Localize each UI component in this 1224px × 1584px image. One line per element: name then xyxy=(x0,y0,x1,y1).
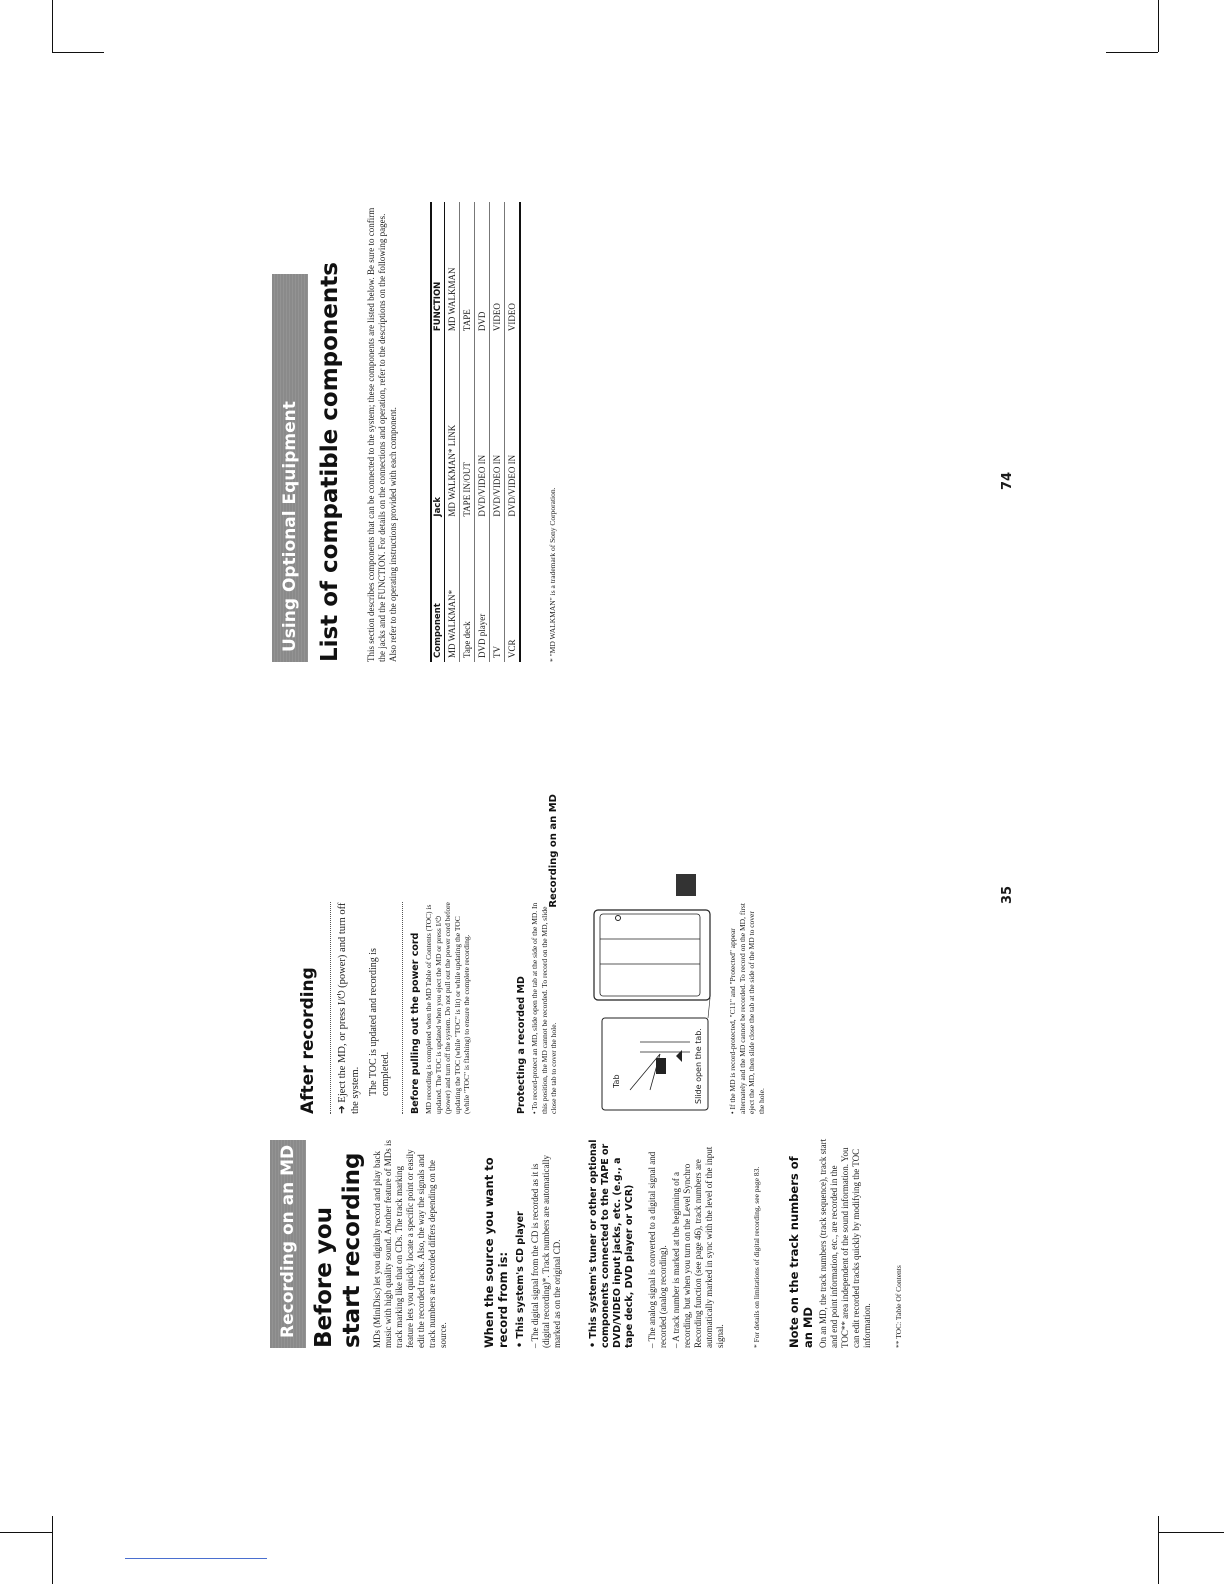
page-number-left: 35 xyxy=(1000,885,1015,904)
after-step-text: Eject the MD, or press I/⏻ (power) and turn off the system. xyxy=(337,902,361,1114)
table-cell: MD WALKMAN xyxy=(445,202,460,335)
arrow-right-icon: ➜ xyxy=(336,1105,348,1114)
source-heading: When the source you want to record from is: xyxy=(482,1157,510,1348)
page-title-compatible: List of compatible components xyxy=(317,262,343,662)
power-cord-text: MD recording is completed when the MD Table of Contents (TOC) is updated. The TOC is updated when you eject the MD or press I/⏻ (power) and turn off the system. Do not pull out the power cord before updating the TOC (while "TOC" is lit) or while updating the TOC (while "TOC" is flashing) to ensure the complete recording. xyxy=(424,902,471,1114)
dotted-rule-top xyxy=(330,902,331,1114)
components-table xyxy=(430,202,521,662)
cd-item: – The digital signal from the CD is recorded as it is (digital recording)*. Track numbers are automatically marked as on the original CD. xyxy=(530,1155,562,1348)
running-head-recording: Recording on an MD xyxy=(548,794,559,908)
tuner-bullet: • This system's tuner or other optional components connected to the TAPE or DVD/VIDEO input jacks, etc. (e.g., a tape deck, DVD player or VCR) xyxy=(588,1139,635,1348)
col-function: FUNCTION xyxy=(431,202,445,335)
trademark-footnote: * "MD WALKMAN" is a trademark of Sony Corporation. xyxy=(548,487,557,662)
col-component: Component xyxy=(431,521,445,662)
toc-footnote: ** TOC: Table Of Contents xyxy=(894,1265,903,1348)
table-cell: Tape deck xyxy=(460,521,475,662)
after-result: The TOC is updated and recording is completed. xyxy=(368,948,391,1096)
table-header-row xyxy=(431,202,445,662)
table-cell: DVD/VIDEO IN xyxy=(490,335,505,521)
cd-bullet: • This system's CD player xyxy=(515,1211,526,1348)
tab-label: Tab xyxy=(612,1074,621,1088)
after-step xyxy=(336,902,362,1114)
table-cell: TV xyxy=(490,521,505,662)
protect-heading: Protecting a recorded MD xyxy=(516,976,527,1114)
cd-bullet-label: This system's CD player xyxy=(515,1211,526,1339)
table-row xyxy=(475,202,490,662)
tuner-item-analog: – The analog signal is converted to a digital signal and recorded (analog recording). xyxy=(647,1151,668,1348)
protected-note: • If the MD is record-protected, "C11" and "Protected" appear alternately and the MD cannot be recorded. To record on the MD, first eject the MD, then slide close the tab at the side of the MD to cover the hole. xyxy=(728,903,766,1114)
table-cell: DVD/VIDEO IN xyxy=(505,335,521,521)
table-cell: VCR xyxy=(505,521,521,662)
page-number-right: 74 xyxy=(1000,471,1015,490)
note-heading: Note on the track numbers of an MD xyxy=(787,1156,815,1348)
table-cell: TAPE IN/OUT xyxy=(460,335,475,521)
table-cell: DVD/VIDEO IN xyxy=(475,335,490,521)
table-cell: VIDEO xyxy=(490,202,505,335)
intro-paragraph: MDs (MiniDisc) let you digitally record and play back music with high quality sound. Another feature of MDs is track marking like that on CDs. The track marking feature lets you quickly locate a specific point or easily edit the recorded tracks. Also, the way the signals and track numbers are recorded differs depending on the source. xyxy=(372,1140,448,1348)
table-row xyxy=(460,202,475,662)
table-row xyxy=(445,202,460,662)
tuner-item-track-marking: – A track number is marked at the beginning of a recording, but when you turn on the Level Synchro Recording function (see page 46), track numbers are automatically marked in sync with the level of the input signal. xyxy=(671,1146,725,1348)
note-text: On an MD, the track numbers (track sequence), track start and end point information, etc., are recorded in the TOC** area independent of the sound information. You can edit recorded tracks quickly by modifying the TOC information. xyxy=(818,1138,872,1348)
table-cell: DVD xyxy=(475,202,490,335)
running-head-tab xyxy=(676,874,696,896)
table-cell: DVD player xyxy=(475,521,490,662)
page-title-before-recording: Before you start recording xyxy=(311,1152,365,1348)
power-cord-heading: Before pulling out the power cord xyxy=(410,932,421,1114)
table-cell: MD WALKMAN* xyxy=(445,521,460,662)
section-banner-optional: Using Optional Equipment xyxy=(272,274,308,662)
figure-caption: Slide open the tab. xyxy=(694,1028,703,1104)
table-cell: MD WALKMAN* LINK xyxy=(445,335,460,521)
table-row xyxy=(490,202,505,662)
table-cell: VIDEO xyxy=(505,202,521,335)
tuner-bullet-label: This system's tuner or other optional components connected to the TAPE or DVD/VIDEO input jacks, etc. (e.g., a tape deck, DVD player or VCR) xyxy=(588,1139,635,1348)
table-cell: TAPE xyxy=(460,202,475,335)
col-jack: Jack xyxy=(431,335,445,521)
digital-recording-footnote: * For details on limitations of digital recording, see page 83. xyxy=(752,1166,761,1348)
after-recording-heading: After recording xyxy=(298,967,318,1114)
md-protect-figure xyxy=(590,902,720,1114)
protect-text: • To record-protect an MD, slide open the tab at the side of the MD. In this position, the MD cannot be recorded. To record on the MD, slide close the tab to cover the hole. xyxy=(530,902,558,1114)
right-intro-paragraph: This section describes components that can be connected to the system; these components are listed below. Be sure to confirm the jacks and the FUNCTION. For details on the connections and operation, refer to the descriptions on the following pages. Also refer to the operating instructions provided with each component. xyxy=(366,207,398,662)
section-banner-recording: Recording on an MD xyxy=(270,1140,306,1348)
table-row xyxy=(505,202,521,662)
dotted-rule-bottom xyxy=(402,902,403,1114)
